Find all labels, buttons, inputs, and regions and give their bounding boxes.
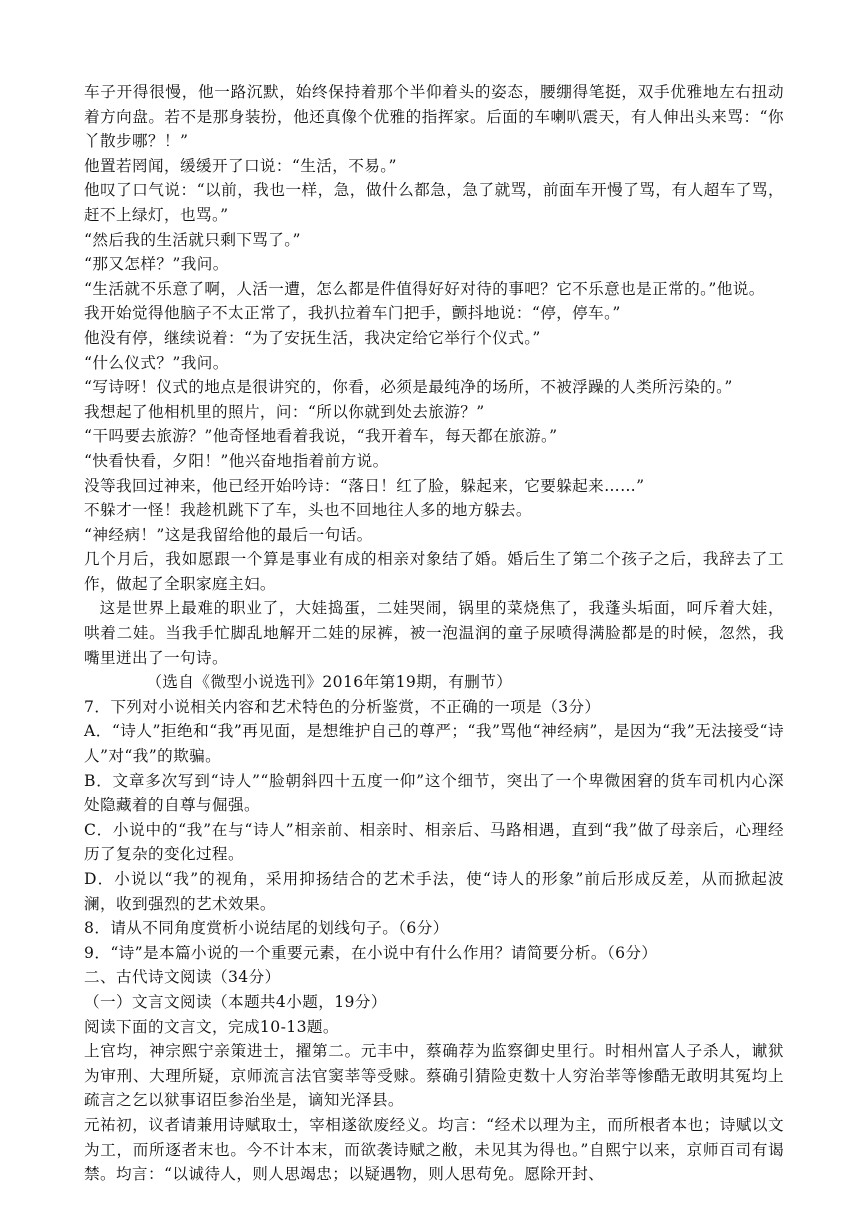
story-paragraph: 这是世界上最难的职业了，大娃捣蛋，二娃哭闹，锅里的菜烧焦了，我蓬头垢面，呵斥着大娃，哄着二娃。当我手忙脚乱地解开二娃的尿裤，被一泡温润的童子尿喷得满脸都是的时候，忽然，我嘴里迸出了一句诗。 [84, 599, 784, 667]
story-paragraph: 他叹了口气说：“以前，我也一样，急，做什么都急，急了就骂，前面车开慢了骂，有人超车了骂，赶不上绿灯，也骂。” [84, 181, 784, 224]
classical-paragraph: 元祐初，议者请兼用诗赋取士，宰相遂欲废经义。均言：“经术以理为主，而所根者本也；诗赋以文为工，而所逐者末也。今不计本末，而欲袭诗赋之敝，未见其为得也。”自熙宁以来，京师百司有谒禁。均言：“以诚待人，则人思竭忠；以疑遇物，则人思苟免。愿除开封、 [84, 1115, 784, 1184]
reading-instruction: 阅读下面的文言文，完成10-13题。 [84, 1017, 339, 1036]
story-paragraph: “什么仪式？”我问。 [84, 353, 229, 372]
story-paragraph: “快看快看，夕阳！”他兴奋地指着前方说。 [84, 451, 389, 470]
option-a: A．“诗人”拒绝和“我”再见面，是想维护自己的尊严；“我”骂他“神经病”，是因为“我”无法接受“诗人”对“我”的欺骗。 [84, 722, 784, 766]
story-paragraph: 他置若罔闻，缓缓开了口说：“生活，不易。” [84, 156, 397, 175]
story-paragraph: 没等我回过神来，他已经开始吟诗：“落日！红了脸，躲起来，它要躲起来……” [84, 476, 645, 495]
story-paragraph: “写诗呀！仪式的地点是很讲究的，你看，必须是最纯净的场所，不被浮躁的人类所污染的。” [84, 378, 733, 397]
story-paragraph: “然后我的生活就只剩下骂了。” [84, 230, 301, 249]
story-paragraph: 几个月后，我如愿跟一个算是事业有成的相亲对象结了婚。婚后生了第二个孩子之后，我辞去了工作，做起了全职家庭主妇。 [84, 550, 784, 593]
option-d: D．小说以“我”的视角，采用抑扬结合的艺术手法，使“诗人的形象”前后形成反差，从而掀起波澜，收到强烈的艺术效果。 [84, 870, 784, 913]
story-paragraph: 我想起了他相机里的照片，问：“所以你就到处去旅游？” [84, 402, 485, 421]
classical-paragraph: 上官均，神宗熙宁亲策进士，擢第二。元丰中，蔡确荐为监察御史里行。时相州富人子杀人，谳狱为审刑、大理所疑，京师流言法官窦莘等受赇。蔡确引猜险吏数十人穷治莘等惨酷无敢明其冤均上疏言之乞以狱事诏臣参治坐是，谪知光泽县。 [84, 1042, 784, 1110]
option-c: C．小说中的“我”在与“诗人”相亲前、相亲时、相亲后、马路相遇，直到“我”做了母亲后，心理经历了复杂的变化过程。 [84, 820, 784, 864]
option-b: B．文章多次写到“诗人”“脸朝斜四十五度一仰”这个细节，突出了一个卑微困窘的货车司机内心深处隐藏着的自尊与倔强。 [84, 771, 784, 815]
story-paragraph: “生活就不乐意了啊，人活一遭，怎么都是件值得好好对待的事吧？它不乐意也是正常的。”他说。 [84, 279, 765, 298]
story-paragraph: “干吗要去旅游？”他奇怪地看着我说，“我开着车，每天都在旅游。” [84, 427, 558, 446]
story-paragraph: “神经病！”这是我留给他的最后一句话。 [84, 525, 373, 544]
document-page [84, 80, 784, 1187]
question-7: 7．下列对小说相关内容和艺术特色的分析鉴赏，不正确的一项是（3分） [84, 697, 601, 716]
question-9: 9．“诗”是本篇小说的一个重要元素，在小说中有什么作用？请简要分析。（6分） [84, 943, 658, 962]
story-paragraph: “那又怎样？”我问。 [84, 255, 229, 274]
story-paragraph: 我开始觉得他脑子不太正常了，我扒拉着车门把手，颤抖地说：“停，停车。” [84, 304, 621, 323]
story-paragraph: 他没有停，继续说着：“为了安抚生活，我决定给它举行个仪式。” [84, 328, 541, 347]
story-paragraph: 不躲才一怪！我趁机跳下了车，头也不回地往人多的地方躲去。 [84, 501, 532, 520]
question-8: 8．请从不同角度赏析小说结尾的划线句子。（6分） [84, 919, 449, 938]
section-heading: 二、古代诗文阅读（34分） [84, 968, 281, 987]
story-paragraph: 车子开得很慢，他一路沉默，始终保持着那个半仰着头的姿态，腰绷得笔挺，双手优雅地左右扭动着方向盘。若不是那身装扮，他还真像个优雅的指挥家。后面的车喇叭震天，有人伸出头来骂：“你丫散步哪？！” [84, 83, 784, 151]
subsection-heading: （一）文言文阅读（本题共4小题，19分） [84, 992, 387, 1011]
source-note: （选自《微型小说选刊》2016年第19期，有删节） [146, 673, 513, 692]
